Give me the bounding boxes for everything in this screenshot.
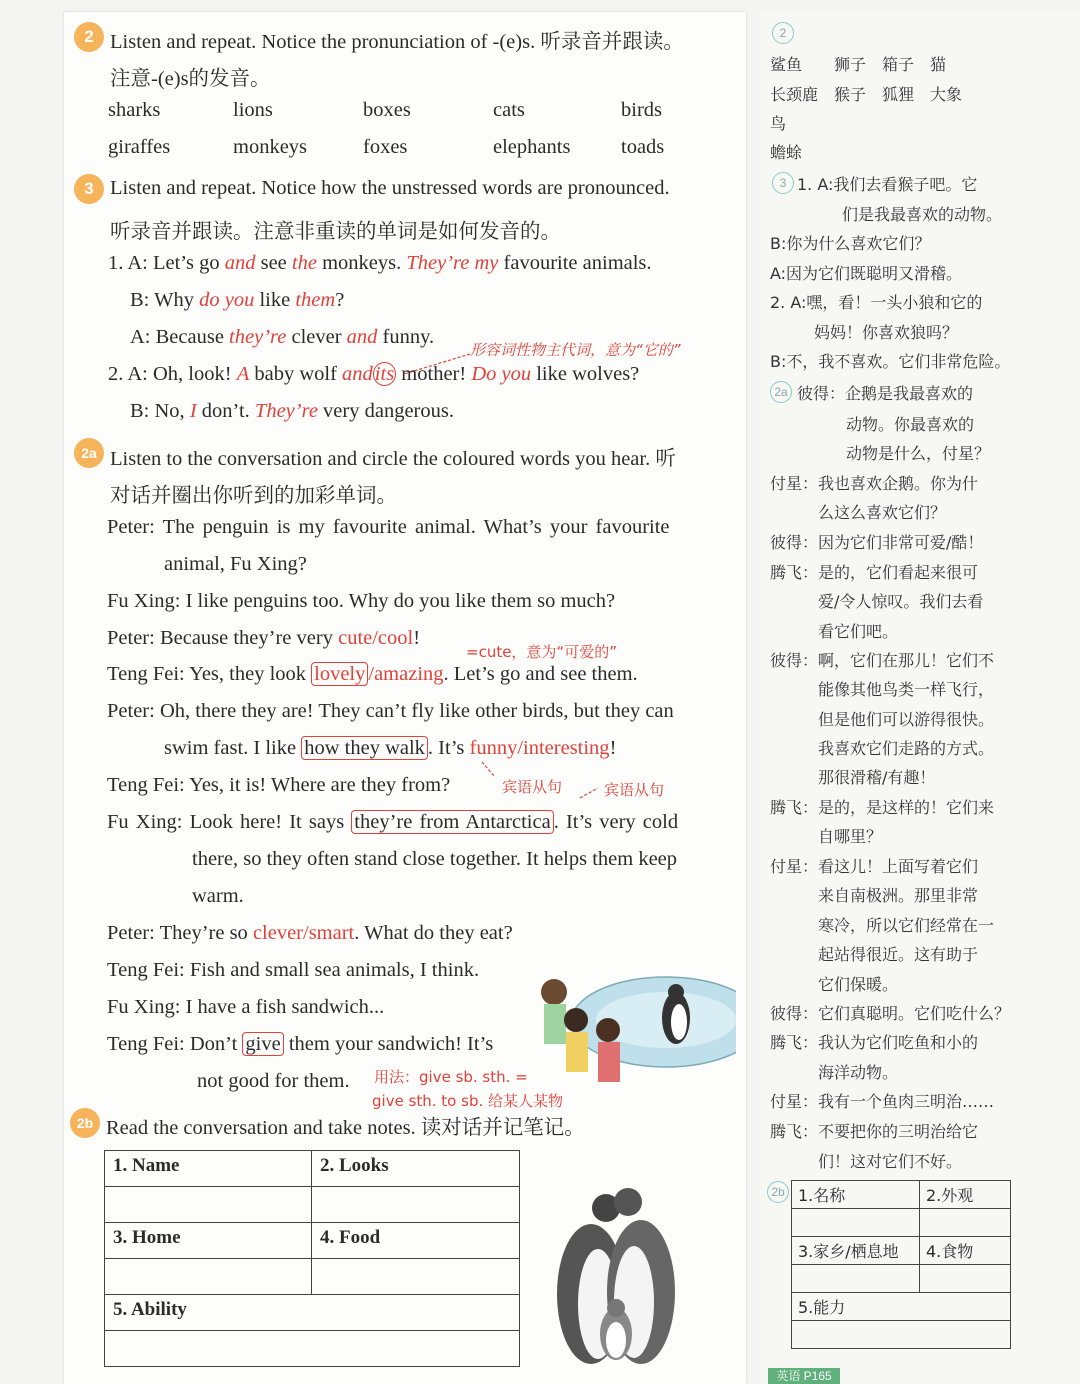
side-line: 付星：我有一个鱼肉三明治…… [770, 1092, 995, 1111]
annotation-object-clause-1: 宾语从句 [502, 778, 563, 796]
side-line: 看它们吧。 [818, 622, 899, 641]
side-number-2: 2 [772, 22, 794, 44]
side-line: 么这么喜欢它们？ [818, 503, 947, 522]
s3-instruction-line2: 听录音并跟读。注意非重读的单词是如何发音的。 [110, 221, 561, 243]
s2b-instruction: Read the conversation and take notes. 读对话并记笔记。 [106, 1117, 585, 1139]
word: giraffes [108, 136, 171, 158]
word: sharks [108, 99, 161, 121]
notes-cell-looks[interactable] [312, 1187, 520, 1223]
side-line: 彼得：企鹅是我最喜欢的 [797, 384, 974, 403]
side-cell [792, 1321, 1011, 1349]
side-line: 动物。你最喜欢的 [846, 415, 975, 434]
conversation-line: there, so they often stand close together. It helps them keep [192, 848, 678, 870]
notes-header-name: 1. Name [105, 1151, 312, 1187]
conversation-line: Fu Xing: I have a fish sandwich... [107, 996, 385, 1018]
side-line: 们是我最喜欢的动物。 [842, 205, 1003, 224]
conversation-line: Teng Fei: Fish and small sea animals, I think. [107, 959, 480, 981]
penguin-pool-illustration [536, 962, 736, 1090]
word: birds [621, 99, 662, 121]
side-header-name: 1.名称 [792, 1181, 920, 1209]
dialogue-line: 2. A: Oh, look! A baby wolf andits mother! Do you like wolves? [108, 363, 640, 385]
side-line: 腾飞：我认为它们吃鱼和小的 [770, 1033, 979, 1052]
side-header-home: 3.家乡/栖息地 [792, 1237, 920, 1265]
side-line: A:因为它们既聪明又滑稽。 [770, 264, 963, 283]
conversation-line: swim fast. I like how they walk . It’s funny/interesting! [164, 737, 617, 759]
word: boxes [363, 99, 411, 121]
side-line: 2. A:嘿，看！一头小狼和它的 [770, 293, 983, 312]
section-number-2b: 2b [70, 1108, 100, 1138]
side-line: 爱/令人惊叹。我们去看 [818, 592, 984, 611]
s2a-instruction-line2: 对话并圈出你听到的加彩单词。 [110, 485, 397, 507]
side-word-line: 长颈鹿 猴子 狐狸 大象 [770, 85, 963, 104]
side-line: 彼得：它们真聪明。它们吃什么？ [770, 1004, 1011, 1023]
side-line: 能像其他鸟类一样飞行， [818, 680, 995, 699]
side-number-2b: 2b [767, 1181, 789, 1203]
notes-header-ability: 5. Ability [105, 1295, 520, 1331]
notes-cell-name[interactable] [105, 1187, 312, 1223]
side-line: B:不，我不喜欢。它们非常危险。 [770, 352, 1011, 371]
annotation-give-usage-1: 用法：give sb. sth. = [374, 1068, 528, 1086]
annotation-cute: =cute，意为“可爱的” [466, 643, 617, 661]
side-cell [920, 1265, 1011, 1293]
conversation-line: Teng Fei: Yes, it is! Where are they from? [107, 774, 451, 796]
side-line: 腾飞：是的，它们看起来很可 [770, 563, 979, 582]
side-line: 动物是什么，付星？ [846, 444, 991, 463]
side-line: B:你为什么喜欢它们？ [770, 234, 931, 253]
side-line: 们！这对它们不好。 [818, 1152, 963, 1171]
side-line: 那很滑稽/有趣！ [818, 768, 936, 787]
side-line: 来自南极洲。那里非常 [818, 886, 979, 905]
conversation-line: Fu Xing: I like penguins too. Why do you like them so much? [107, 590, 616, 612]
side-line: 腾飞：不要把你的三明治给它 [770, 1122, 979, 1141]
s2-instruction-line2: 注意-(e)s的发音。 [110, 68, 271, 90]
conversation-line: warm. [192, 885, 244, 907]
side-line: 但是他们可以游得很快。 [818, 710, 995, 729]
conversation-line: Peter: Oh, there they are! They can’t fly like other birds, but they can [107, 700, 674, 722]
conversation-line: Peter: The penguin is my favourite animal. What’s your favourite [107, 516, 670, 538]
notes-cell-home[interactable] [105, 1259, 312, 1295]
s2a-instruction-line1: Listen to the conversation and circle the coloured words you hear. 听 [110, 448, 676, 470]
conversation-line: Teng Fei: Don’t give them your sandwich! It’s [107, 1033, 494, 1055]
side-line: 起站得很近。这有助于 [818, 945, 979, 964]
annotation-give-usage-2: give sth. to sb. 给某人某物 [372, 1092, 564, 1110]
s2-instruction-line1: Listen and repeat. Notice the pronunciation of -(e)s. 听录音并跟读。 [110, 31, 684, 53]
dialogue-line: 1. A: Let’s go and see the monkeys. They’re my favourite animals. [108, 252, 652, 274]
side-cell [792, 1209, 920, 1237]
side-line: 彼得：因为它们非常可爱/酷！ [770, 533, 984, 552]
conversation-line: Peter: They’re so clever/smart. What do they eat? [107, 922, 513, 944]
word: elephants [493, 136, 571, 158]
word: toads [621, 136, 665, 158]
side-line: 妈妈！你喜欢狼吗？ [814, 323, 959, 342]
dialogue-line: A: Because they’re clever and funny. [130, 326, 435, 348]
conversation-line: not good for them. [197, 1070, 350, 1092]
side-line: 付星：看这儿！上面写着它们 [770, 857, 979, 876]
side-number-2a: 2a [770, 381, 792, 403]
notes-header-looks: 2. Looks [312, 1151, 520, 1187]
annotation-object-clause-2: 宾语从句 [604, 781, 665, 799]
side-header-food: 4.食物 [920, 1237, 1011, 1265]
side-notes-table [791, 1180, 1011, 1349]
word: monkeys [233, 136, 308, 158]
side-line: 寒冷，所以它们经常在一 [818, 916, 995, 935]
side-cell [920, 1209, 1011, 1237]
section-number-3: 3 [74, 174, 104, 204]
side-cell [792, 1265, 920, 1293]
notes-cell-food[interactable] [312, 1259, 520, 1295]
side-line: 彼得：啊，它们在那儿！它们不 [770, 651, 995, 670]
side-line: 我喜欢它们走路的方式。 [818, 739, 995, 758]
conversation-line: Peter: Because they’re very cute/cool! [107, 627, 421, 649]
notes-header-home: 3. Home [105, 1223, 312, 1259]
side-line: 1. A:我们去看猴子吧。它 [797, 175, 978, 194]
side-word-line: 鸟 [770, 114, 787, 133]
side-word-line: 鲨鱼 狮子 箱子 猫 [770, 55, 947, 74]
side-header-ability: 5.能力 [792, 1293, 1011, 1321]
side-number-3: 3 [772, 172, 794, 194]
notes-header-food: 4. Food [312, 1223, 520, 1259]
dialogue-line: B: Why do you like them? [130, 289, 345, 311]
section-number-2a: 2a [74, 438, 104, 468]
side-header-looks: 2.外观 [920, 1181, 1011, 1209]
side-line: 它们保暖。 [818, 975, 899, 994]
conversation-line: Fu Xing: Look here! It says they’re from Antarctica . It’s very cold [107, 811, 679, 833]
side-line: 海洋动物。 [818, 1063, 899, 1082]
annotation-possessive: 形容词性物主代词，意为“它的” [470, 341, 681, 359]
conversation-line: Teng Fei: Yes, they look lovely /amazing. Let’s go and see them. [107, 663, 638, 685]
dialogue-line: B: No, I don’t. They’re very dangerous. [130, 400, 454, 422]
annotation-arrows [480, 760, 610, 800]
penguin-family-illustration [546, 1184, 686, 1374]
conversation-line: animal, Fu Xing? [164, 553, 307, 575]
page-number: 英语 P165 [768, 1368, 840, 1384]
side-line: 自哪里？ [818, 827, 883, 846]
side-line: 付星：我也喜欢企鹅。你为什 [770, 474, 979, 493]
notes-table [104, 1150, 520, 1367]
section-number-2: 2 [74, 22, 104, 52]
notes-cell-ability[interactable] [105, 1331, 520, 1367]
s3-instruction-line1: Listen and repeat. Notice how the unstressed words are pronounced. [110, 177, 670, 199]
side-word-line: 蟾蜍 [770, 143, 803, 162]
word: cats [493, 99, 525, 121]
word: foxes [363, 136, 408, 158]
word: lions [233, 99, 273, 121]
side-line: 腾飞：是的，是这样的！它们来 [770, 798, 995, 817]
